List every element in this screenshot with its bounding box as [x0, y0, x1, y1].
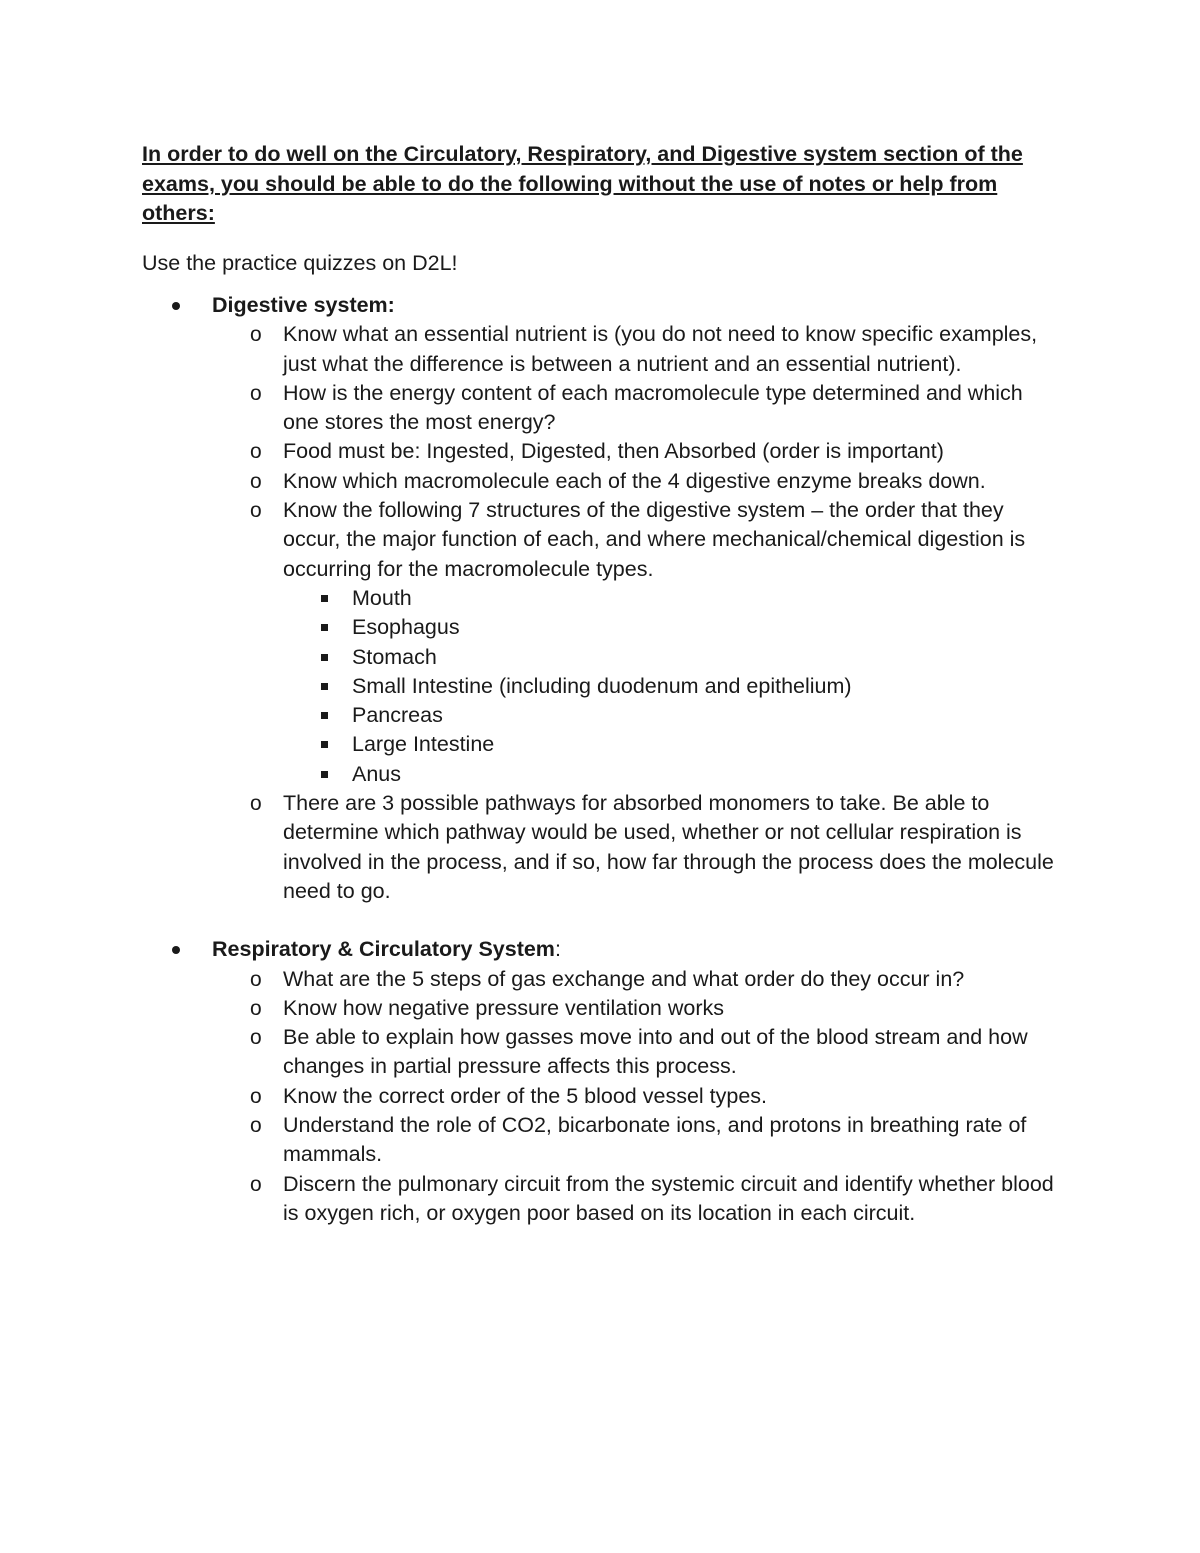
- square-bullet-icon: [321, 683, 328, 690]
- list-item: o Know the following 7 structures of the digestive system – the order that they occur, the major function of each, and where mechanical/chemical digestion is occurring for the macromolecule types. Mouth Esophagus Stomach Small Intestine (including duodenum and epithelium) Pancreas Large Intestine Anus: [212, 496, 1062, 789]
- list-item: o What are the 5 steps of gas exchange and what order do they occur in?: [212, 965, 1062, 994]
- circle-bullet-icon: o: [250, 967, 262, 991]
- circle-bullet-icon: o: [250, 1026, 262, 1050]
- section-title: Digestive system:: [212, 293, 395, 317]
- list-item: o Food must be: Ingested, Digested, then Absorbed (order is important): [212, 437, 1062, 466]
- square-bullet-icon: [321, 712, 328, 719]
- structure-item: Pancreas: [283, 701, 1062, 730]
- structure-item: Anus: [283, 760, 1062, 789]
- section-respiratory-circulatory: [142, 935, 1062, 1228]
- square-bullet-icon: [321, 741, 328, 748]
- circle-bullet-icon: o: [250, 996, 262, 1020]
- structure-list: [283, 584, 1062, 789]
- section-title: Respiratory & Circulatory System: [212, 937, 555, 962]
- structure-item: Esophagus: [283, 613, 1062, 642]
- square-bullet-icon: [321, 624, 328, 631]
- square-bullet-icon: [321, 595, 328, 602]
- document-page: [142, 140, 1062, 1228]
- list-item: o Know how negative pressure ventilation works: [212, 994, 1062, 1023]
- structure-item: Stomach: [283, 643, 1062, 672]
- structure-item: Mouth: [283, 584, 1062, 613]
- list-item: o Understand the role of CO2, bicarbonate ions, and protons in breathing rate of mammals.: [250, 1113, 1027, 1167]
- respiratory-items: [212, 965, 1062, 1229]
- circle-bullet-icon: o: [250, 381, 262, 405]
- list-item: o How is the energy content of each macromolecule type determined and which one stores the most energy?: [250, 380, 1023, 435]
- section-list: [142, 291, 1062, 1228]
- document-heading: In order to do well on the Circulatory, Respiratory, and Digestive system section of the exams, you should be able to do the following without the use of notes or help from others:: [142, 142, 1023, 225]
- list-item: o Know which macromolecule each of the 4 digestive enzyme breaks down.: [212, 467, 1062, 496]
- intro-text: Use the practice quizzes on D2L!: [142, 250, 458, 275]
- list-item: o There are 3 possible pathways for absorbed monomers to take. Be able to determine which pathway would be used, whether or not cellular respiration is involved in the process, and if so, how far through the process does the molecule need to go.: [250, 791, 1054, 903]
- list-item: o Discern the pulmonary circuit from the systemic circuit and identify whether blood is oxygen rich, or oxygen poor based on its location in each circuit.: [250, 1171, 1054, 1225]
- disc-bullet-icon: [172, 302, 180, 310]
- circle-bullet-icon: o: [250, 440, 262, 464]
- circle-bullet-icon: o: [250, 792, 262, 816]
- list-item: o Know the correct order of the 5 blood vessel types.: [212, 1082, 1062, 1111]
- list-item: o Be able to explain how gasses move into and out of the blood stream and how changes in partial pressure affects this process.: [250, 1025, 1028, 1079]
- circle-bullet-icon: o: [250, 1114, 262, 1138]
- structure-item: Small Intestine (including duodenum and epithelium): [283, 672, 1062, 701]
- section-title-colon: :: [554, 937, 561, 962]
- disc-bullet-icon: [172, 946, 180, 954]
- square-bullet-icon: [321, 654, 328, 661]
- circle-bullet-icon: o: [250, 1084, 262, 1108]
- circle-bullet-icon: o: [250, 469, 262, 493]
- circle-bullet-icon: o: [250, 323, 262, 347]
- section-digestive: [142, 291, 1062, 906]
- list-item: o Know what an essential nutrient is (you do not need to know specific examples, just what the difference is between a nutrient and an essential nutrient).: [250, 322, 1038, 376]
- structure-item: Large Intestine: [283, 730, 1062, 759]
- digestive-items: [212, 320, 1062, 906]
- circle-bullet-icon: o: [250, 1172, 262, 1196]
- square-bullet-icon: [321, 771, 328, 778]
- circle-bullet-icon: o: [250, 499, 262, 523]
